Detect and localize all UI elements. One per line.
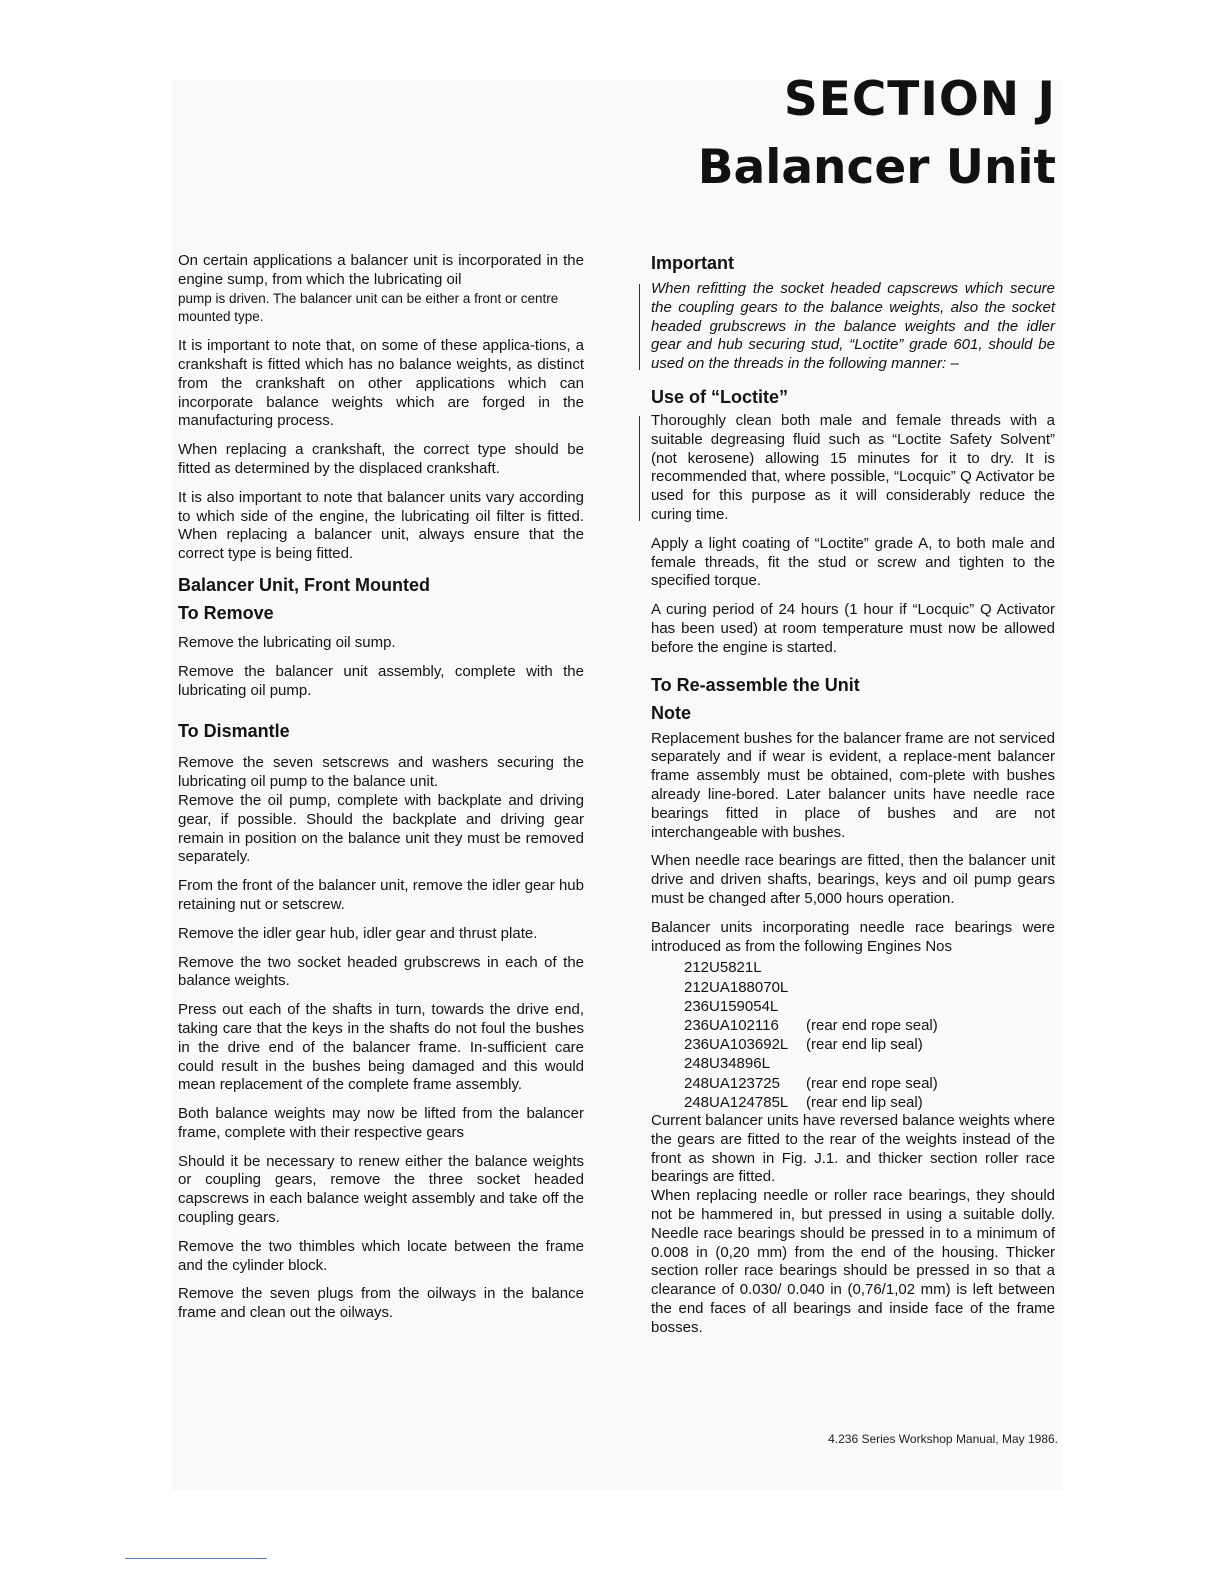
section-label: SECTION J: [783, 72, 1056, 127]
dismantle-step-1a: Remove the seven setscrews and washers securing the lubricating oil pump to the balance unit.: [178, 754, 584, 791]
engine-seal-note: (rear end lip seal): [806, 1093, 923, 1111]
engine-seal-note: (rear end rope seal): [806, 1016, 938, 1034]
table-row: [684, 997, 938, 1016]
section-title: Balancer Unit: [697, 140, 1056, 195]
engine-seal-note: [806, 978, 938, 997]
heading-to-remove: To Remove: [178, 602, 274, 623]
table-row: [684, 1016, 938, 1035]
engine-number: 236U159054L: [684, 997, 779, 1015]
dismantle-step-4: Remove the two socket headed grubscrews in each of the balance weights.: [178, 953, 584, 990]
engine-seal-note: [806, 1054, 938, 1073]
heading-important: Important: [651, 253, 734, 273]
engine-seal-note: (rear end rope seal): [806, 1074, 938, 1092]
engine-number: 248U34896L: [684, 1055, 770, 1073]
dismantle-step-5: Press out each of the shafts in turn, towards the drive end, taking care that the keys in the shafts do not foul the bushes in the drive end of the balancer frame. In-sufficient care could result in the bushes being damaged and this would mean replacement of the complete frame assembly.: [178, 1001, 584, 1094]
table-row: [684, 1074, 938, 1093]
table-row: [684, 1035, 938, 1054]
heading-note: Note: [651, 702, 691, 723]
loctite-step-1: Thoroughly clean both male and female threads with a suitable degreasing fluid such as “Loctite Safety Solvent” (not kerosene) allowing 15 minutes for it to dry. It is recommended that, where possible, “Locquic” Q Activator be used for this purpose as it will considerably reduce the curing time.: [651, 411, 1055, 523]
heading-to-dismantle: To Dismantle: [178, 721, 290, 742]
dismantle-step-3: Remove the idler gear hub, idler gear and thrust plate.: [178, 924, 538, 942]
loctite-step-3: A curing period of 24 hours (1 hour if “Locquic” Q Activator has been used) at room temperature must now be allowed before the engine is started.: [651, 601, 1055, 656]
engine-seal-note: [806, 997, 938, 1016]
intro-paragraph-1: On certain applications a balancer unit is incorporated in the engine sump, from which the lubricating oil: [178, 252, 584, 288]
footnote-divider: [125, 1558, 267, 1559]
table-row: [684, 1093, 938, 1112]
engine-number: 212UA188070L: [684, 978, 789, 996]
intro-paragraph-4: It is also important to note that balancer units vary according to which side of the engine, the lubricating oil filter is fitted. When replacing a balancer unit, always ensure that the correct type is being fitted.: [178, 488, 584, 563]
intro-paragraph-3: When replacing a crankshaft, the correct type should be fitted as determined by the displaced crankshaft.: [178, 441, 584, 477]
heading-use-of-loctite: Use of “Loctite”: [651, 386, 789, 407]
loctite-step-2: Apply a light coating of “Loctite” grade A, to both male and female threads, fit the stud or screw and tighten to the specified torque.: [651, 534, 1055, 590]
table-row: [684, 958, 938, 977]
note-paragraph-3: Balancer units incorporating needle race bearings were introduced as from the following Engines Nos: [651, 918, 1055, 955]
engine-numbers-table: [684, 958, 938, 1112]
dismantle-step-2: From the front of the balancer unit, remove the idler gear hub retaining nut or setscrew.: [178, 877, 584, 913]
engine-number: 212U5821L: [684, 959, 762, 977]
note-paragraph-4: Current balancer units have reversed balance weights where the gears are fitted to the rear of the weights instead of the front as shown in Fig. J.1. and thicker section roller race bearings are fitted.: [651, 1111, 1055, 1186]
note-paragraph-2: When needle race bearings are fitted, then the balancer unit drive and driven shafts, bearings, keys and oil pump gears must be changed after 5,000 hours operation.: [651, 852, 1055, 907]
left-column: [178, 252, 584, 1333]
dismantle-step-7: Should it be necessary to renew either the balance weights or coupling gears, remove the three socket headed capscrews in each balance weight assembly and take off the coupling gears.: [178, 1152, 584, 1227]
dismantle-step-8: Remove the two thimbles which locate between the frame and the cylinder block.: [178, 1237, 584, 1274]
engine-number: 236UA103692L: [684, 1036, 789, 1054]
note-paragraph-5: When replacing needle or roller race bearings, they should not be hammered in, but pressed in using a suitable dolly. Needle race bearings should be pressed in to a minimum of 0.008 in (0,20 mm) from the end of the housing. Thicker section roller race bearings should be pressed in so that a clearance of 0.030/ 0.040 in (0,76/1,02 mm) is left between the end faces of all bearings and inside face of the frame bosses.: [651, 1187, 1055, 1336]
table-row: [684, 1054, 938, 1073]
right-column: [651, 252, 1055, 1348]
engine-seal-note: [806, 958, 938, 977]
engine-seal-note: (rear end lip seal): [806, 1036, 923, 1054]
remove-step-2: Remove the balancer unit assembly, complete with the lubricating oil pump.: [178, 662, 584, 699]
dismantle-step-6: Both balance weights may now be lifted from the balancer frame, complete with their respective gears: [178, 1105, 584, 1141]
note-paragraph-1: Replacement bushes for the balancer frame are not serviced separately and if wear is evident, a replace-ment balancer frame assembly must be obtained, com-plete with bushes already line-bored. Later balancer units have needle race bearings fitted in place of bushes and are not interchangeable with bushes.: [651, 729, 1055, 841]
important-note: When refitting the socket headed capscrews which secure the coupling gears to the balance weights, also the socket headed grubscrews in the balance weights and the idler gear and hub securing stud, “Loctite” grade 601, should be used on the threads in the following manner: –: [651, 280, 1055, 373]
engine-number: 248UA123725: [684, 1074, 780, 1092]
heading-front-mounted: Balancer Unit, Front Mounted: [178, 574, 430, 595]
heading-reassemble: To Re-assemble the Unit: [651, 674, 860, 695]
intro-paragraph-2: It is important to note that, on some of these applica-tions, a crankshaft is fitted which has no balance weights, as distinct from the crankshaft on other applications which can incorporate balance weights which are forged in the manufacturing process.: [178, 337, 584, 430]
engine-number: 248UA124785L: [684, 1093, 789, 1111]
footer-text: 4.236 Series Workshop Manual, May 1986.: [828, 1432, 1058, 1446]
table-row: [684, 978, 938, 997]
remove-step-1: Remove the lubricating oil sump.: [178, 633, 396, 651]
dismantle-step-9: Remove the seven plugs from the oilways in the balance frame and clean out the oilways.: [178, 1285, 584, 1322]
engine-number: 236UA102116: [684, 1016, 779, 1034]
dismantle-step-1b: Remove the oil pump, complete with backplate and driving gear, if possible. Should the backplate and driving gear remain in position on the balance unit they must be removed separately.: [178, 791, 584, 866]
intro-paragraph-1-continued: pump is driven. The balancer unit can be either a front or centre mounted type.: [178, 290, 559, 325]
page-header: [698, 72, 1056, 196]
